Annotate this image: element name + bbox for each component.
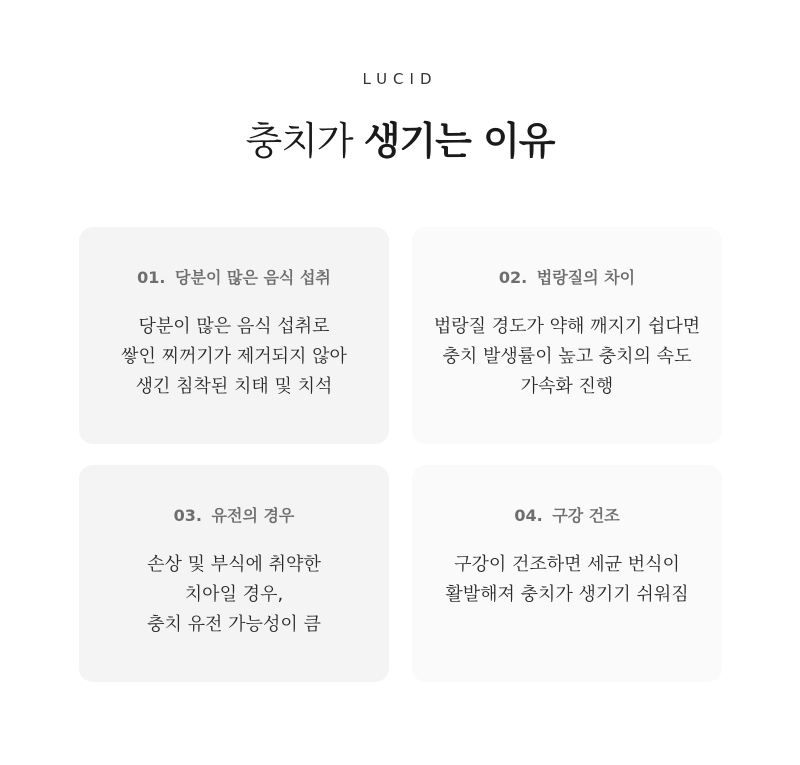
- reason-card-line: 법랑질 경도가 약해 깨지기 쉽다면: [433, 316, 701, 337]
- reason-card-line: 충치 유전 가능성이 큼: [147, 614, 321, 635]
- reason-card-heading: [412, 267, 722, 289]
- reason-card-heading-text: 유전의 경우: [211, 506, 295, 525]
- reason-card-body: [412, 550, 722, 610]
- reason-card-line: 구강이 건조하면 세균 번식이: [454, 554, 680, 575]
- reason-card-line: 손상 및 부식에 취약한: [147, 554, 321, 575]
- reason-card-3: [79, 465, 389, 682]
- reason-card-line: 쌓인 찌꺼기가 제거되지 않아: [121, 346, 347, 367]
- reason-card-4: [412, 465, 722, 682]
- reason-card-line: 치아일 경우,: [184, 584, 284, 605]
- reason-card-line: 생긴 침착된 치태 및 치석: [135, 376, 333, 397]
- reason-card-line: 활발해져 충치가 생기기 쉬워짐: [445, 584, 689, 605]
- reason-card-heading: [79, 505, 389, 527]
- brand-logo-text: LUCID: [362, 70, 438, 88]
- reason-card-number: 03.: [173, 506, 202, 525]
- reason-card-number: 04.: [514, 506, 543, 525]
- reason-card-heading-text: 법랑질의 차이: [536, 268, 636, 287]
- reason-card-heading: [412, 505, 722, 527]
- page-title: [0, 117, 800, 165]
- reason-card-heading-text: 구강 건조: [552, 506, 620, 525]
- reason-card-body: [79, 312, 389, 402]
- reason-card-line: 충치 발생률이 높고 충치의 속도: [442, 346, 692, 367]
- reason-card-heading: [79, 267, 389, 289]
- reason-card-heading-text: 당분이 많은 음식 섭취: [175, 268, 331, 287]
- reason-card-body: [412, 312, 722, 402]
- page-title-bold: 생기는 이유: [363, 119, 555, 163]
- reason-card-line: 당분이 많은 음식 섭취로: [138, 316, 330, 337]
- reason-card-1: [79, 227, 389, 444]
- reason-card-number: 01.: [137, 268, 166, 287]
- page-title-light: 충치가: [245, 119, 364, 163]
- reason-card-body: [79, 550, 389, 640]
- reason-card-number: 02.: [498, 268, 528, 287]
- reason-card-line: 가속화 진행: [520, 376, 614, 397]
- reason-card-2: [412, 227, 722, 444]
